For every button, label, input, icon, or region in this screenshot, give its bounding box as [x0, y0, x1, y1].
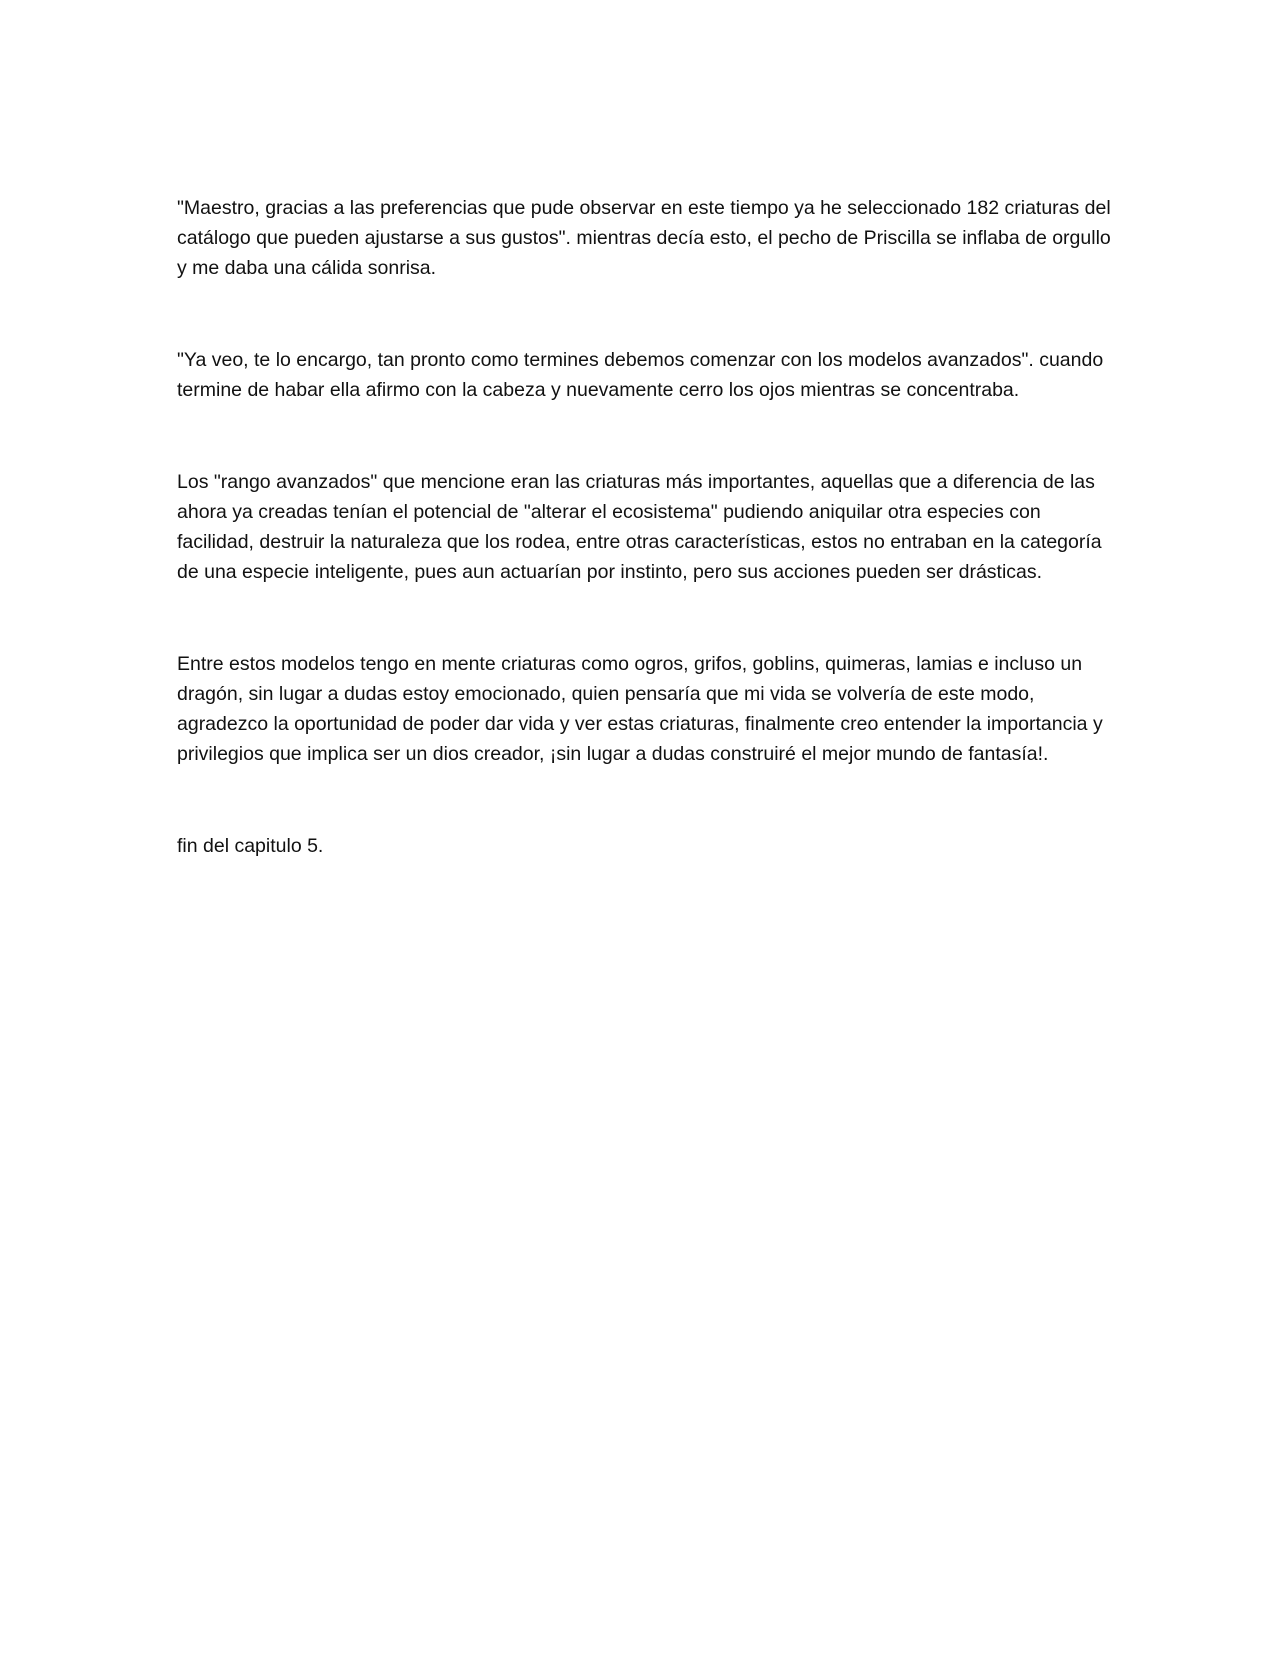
paragraph-3: Los "rango avanzados" que mencione eran las criaturas más importantes, aquellas que a diferencia de las ahora ya creadas tenían el potencial de "alterar el ecosistema" pudiendo aniquilar otra especies con facilidad, destruir la naturaleza que los rodea, entre otras características, estos no entraban en la categoría de una especie inteligente, pues aun actuarían por instinto, pero sus acciones pueden ser drásticas. [177, 471, 1102, 583]
chapter-end-note: fin del capitulo 5. [177, 835, 324, 857]
paragraph-1: "Maestro, gracias a las preferencias que pude observar en este tiempo ya he seleccionado 182 criaturas del catálogo que pueden ajustarse a sus gustos". mientras decía esto, el pecho de Priscilla se inflaba de orgullo y me daba una cálida sonrisa. [177, 197, 1111, 279]
document-body [177, 193, 1117, 861]
paragraph-2: "Ya veo, te lo encargo, tan pronto como termines debemos comenzar con los modelos avanzados". cuando termine de habar ella afirmo con la cabeza y nuevamente cerro los ojos mientras se concentraba. [177, 349, 1104, 401]
paragraph-4: Entre estos modelos tengo en mente criaturas como ogros, grifos, goblins, quimeras, lamias e incluso un dragón, sin lugar a dudas estoy emocionado, quien pensaría que mi vida se volvería de este modo, agradezco la oportunidad de poder dar vida y ver estas criaturas, finalmente creo entender la importancia y privilegios que implica ser un dios creador, ¡sin lugar a dudas construiré el mejor mundo de fantasía!. [177, 653, 1103, 765]
